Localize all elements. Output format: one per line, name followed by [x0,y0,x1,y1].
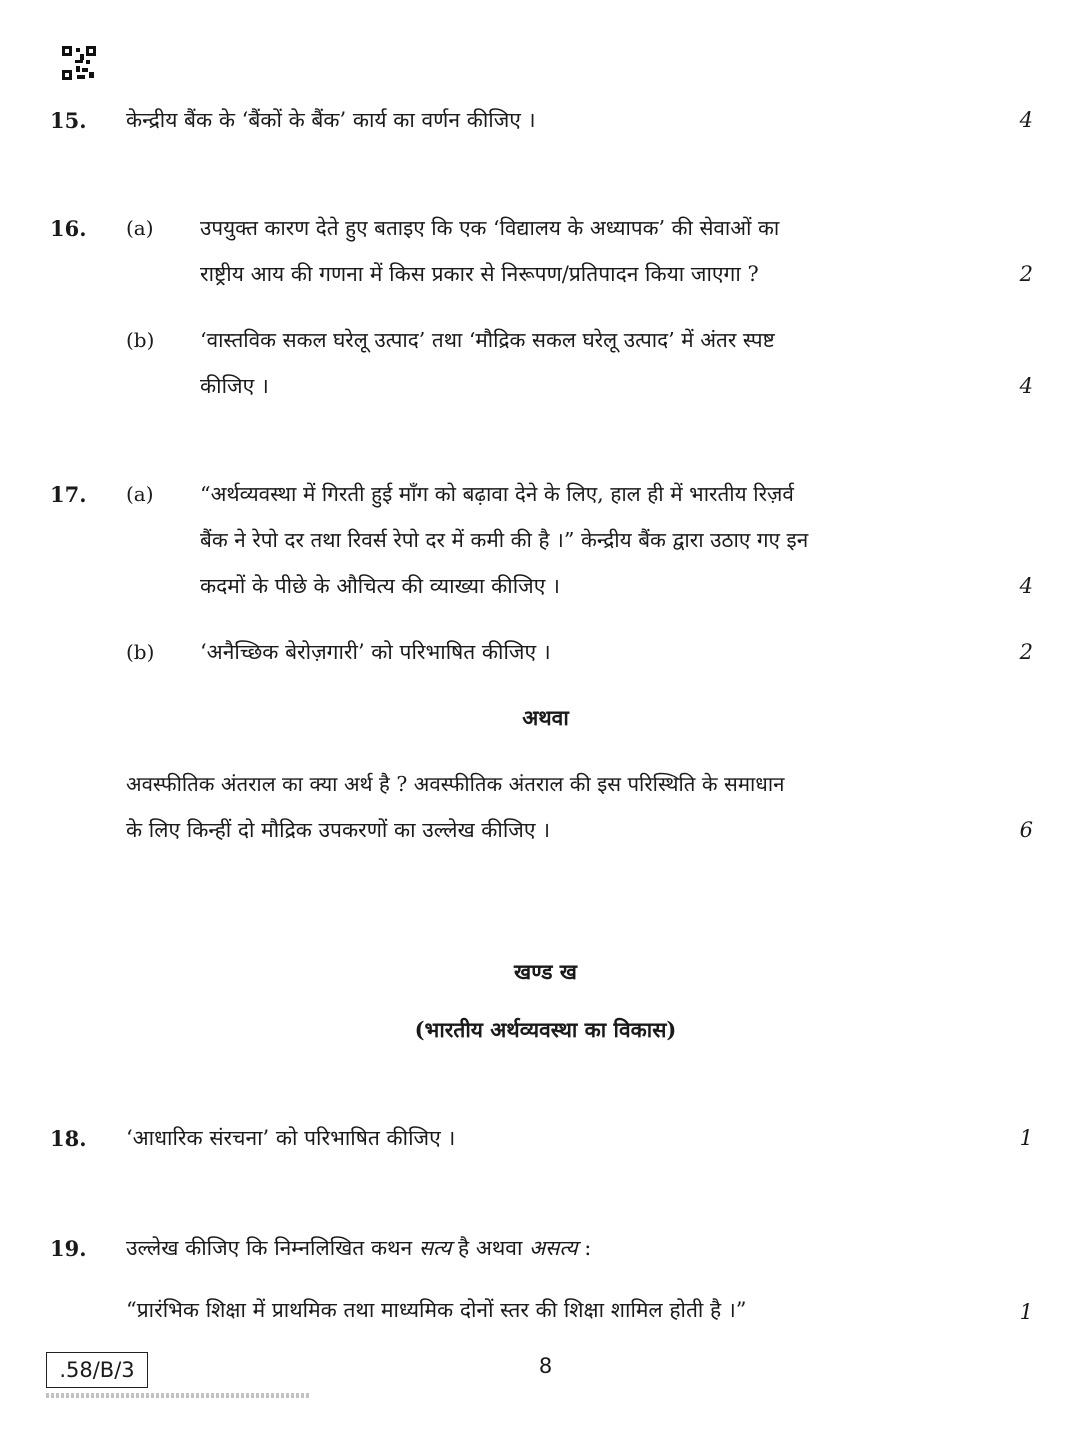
question-number: 15. [50,108,87,133]
question-number: 17. [50,482,87,507]
question-number: 19. [50,1236,87,1261]
question-text: कदमों के पीछे के औचित्य की व्याख्या कीजिए । [200,574,560,598]
intro-text: है अथवा [458,1236,523,1260]
question-text: अवस्फीतिक अंतराल का क्या अर्थ है ? अवस्फीतिक अंतराल की इस परिस्थिति के समाधान [126,772,785,796]
question-text: कीजिए । [200,374,269,398]
question-text: ‘आधारिक संरचना’ को परिभाषित कीजिए । [126,1126,456,1150]
question-statement: “प्रारंभिक शिक्षा में प्राथमिक तथा माध्यमिक दोनों स्तर की शिक्षा शामिल होती है ।” [126,1298,747,1322]
marks: 4 [1019,574,1033,598]
marks: 2 [1019,262,1033,286]
question-number: 18. [50,1126,87,1151]
qr-code-icon [62,46,96,80]
marks: 4 [1019,108,1033,132]
section-subtitle: (भारतीय अर्थव्यवस्था का विकास) [414,1017,677,1042]
marks: 4 [1019,374,1033,398]
intro-text: : [584,1236,592,1260]
marks: 1 [1019,1126,1033,1150]
question-text: ‘अनैच्छिक बेरोज़गारी’ को परिभाषित कीजिए । [200,640,551,664]
question-text: केन्द्रीय बैंक के ‘बैंकों के बैंक’ कार्य का वर्णन कीजिए । [126,108,536,132]
intro-text: उल्लेख कीजिए कि निम्नलिखित कथन [126,1236,413,1260]
question-number: 16. [50,216,87,241]
or-divider: अथवा [522,705,569,730]
footer-decoration [46,1393,311,1398]
sub-question-label: (b) [126,640,155,664]
true-word: सत्य [418,1236,452,1260]
question-text: बैंक ने रेपो दर तथा रिवर्स रेपो दर में कमी की है ।” केन्द्रीय बैंक द्वारा उठाए गए इन [200,528,809,552]
sub-question-label: (a) [126,216,154,240]
false-word: असत्य [529,1236,578,1260]
page-number: 8 [538,1354,553,1378]
section-title: खण्ड ख [514,959,577,984]
question-text: के लिए किन्हीं दो मौद्रिक उपकरणों का उल्लेख कीजिए । [126,818,551,842]
question-text: ‘वास्तविक सकल घरेलू उत्पाद’ तथा ‘मौद्रिक सकल घरेलू उत्पाद’ में अंतर स्पष्ट [200,328,775,352]
sub-question-label: (a) [126,482,154,506]
question-text [126,1234,591,1262]
marks: 1 [1019,1300,1033,1324]
question-text: उपयुक्त कारण देते हुए बताइए कि एक ‘विद्यालय के अध्यापक’ की सेवाओं का [200,216,780,240]
marks: 2 [1019,640,1033,664]
question-text: राष्ट्रीय आय की गणना में किस प्रकार से निरूपण/प्रतिपादन किया जाएगा ? [200,262,759,286]
paper-code: .58/B/3 [46,1352,148,1388]
sub-question-label: (b) [126,328,155,352]
marks: 6 [1019,818,1033,842]
question-text: “अर्थव्यवस्था में गिरती हुई माँग को बढ़ावा देने के लिए, हाल ही में भारतीय रिज़र्व [200,482,794,506]
